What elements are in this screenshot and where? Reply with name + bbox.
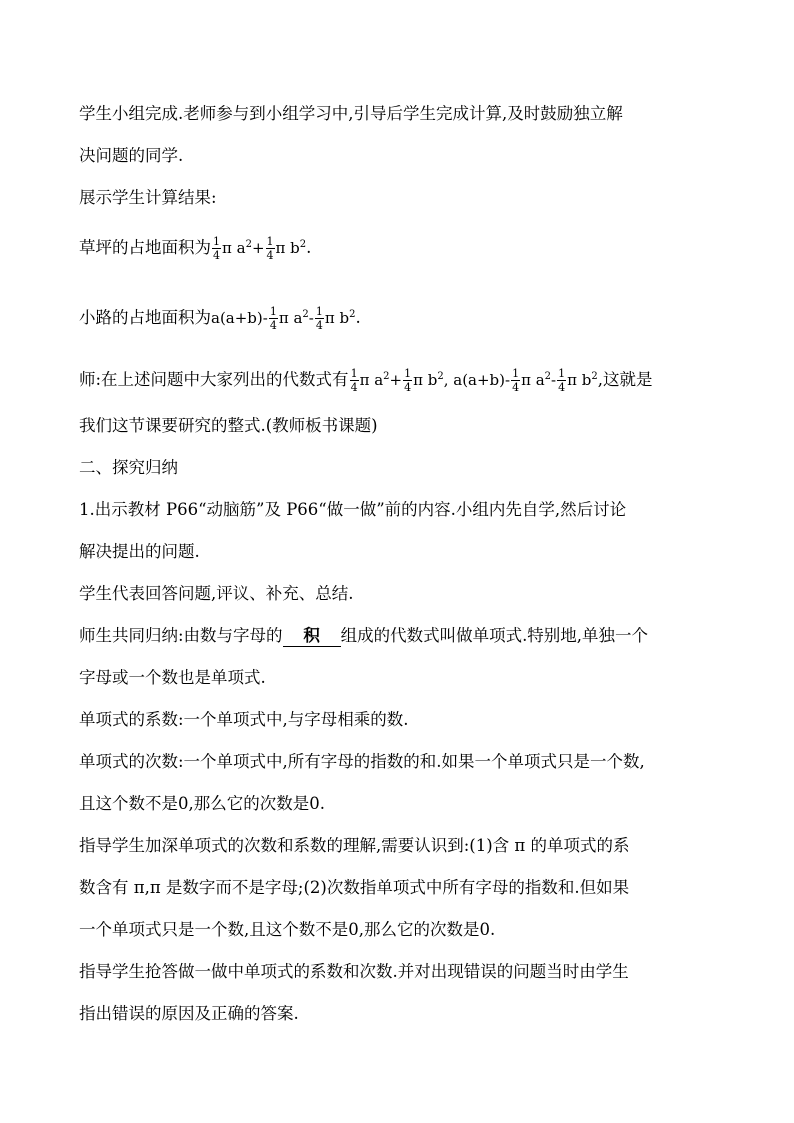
fraction-one-quarter: $\frac{1}{4}$ [512, 367, 520, 394]
definition-line: 师生共同归纳:由数与字母的 积 组成的代数式叫做单项式.特别地,单独一个 [79, 626, 649, 645]
paragraph-line: 单项式的次数:一个单项式中,所有字母的指数的和.如果一个单项式只是一个数, [79, 752, 645, 771]
paragraph-line: 字母或一个数也是单项式. [79, 668, 266, 687]
fraction-one-quarter: $\frac{1}{4}$ [213, 235, 220, 262]
fraction-one-quarter: $\frac{1}{4}$ [269, 305, 277, 332]
fraction-one-quarter: $\frac{1}{4}$ [315, 305, 323, 332]
fill-in-blank: 积 [283, 628, 341, 647]
paragraph-line: 指导学生加深单项式的次数和系数的理解,需要认识到:(1)含 π 的单项式的系 [79, 836, 630, 855]
paragraph-line: 展示学生计算结果: [79, 188, 217, 207]
paragraph-line: 决问题的同学. [79, 146, 184, 165]
paragraph-line: 指出错误的原因及正确的答案. [79, 1004, 299, 1023]
paragraph-line: 1.出示教材 P66“动脑筋”及 P66“做一做”前的内容.小组内先自学,然后讨论 [79, 500, 627, 519]
paragraph-line: 解决提出的问题. [79, 542, 200, 561]
paragraph-line: 学生代表回答问题,评议、补充、总结. [79, 584, 354, 603]
fraction-one-quarter: $\frac{1}{4}$ [350, 367, 358, 394]
fraction-one-quarter: $\frac{1}{4}$ [266, 235, 274, 262]
path-area-line: 小路的占地面积为a(a+b)- $\frac{1}{4}$ π $a^2-$ $\frac{1}{4}$ π $b^2$. [79, 305, 361, 332]
path-area-label: 小路的占地面积为 [79, 308, 211, 327]
lawn-area-line: 草坪的占地面积为 $\frac{1}{4}$ π $a^2+$ $\frac{1}{4}$ π $b^2$. [79, 235, 312, 262]
paragraph-line: 数含有 π,π 是数字而不是字母;(2)次数指单项式中所有字母的指数和.但如果 [79, 878, 630, 897]
paragraph-line: 一个单项式只是一个数,且这个数不是0,那么它的次数是0. [79, 920, 496, 939]
teacher-expressions-line: 师:在上述问题中大家列出的代数式有 $\frac{1}{4}$ π $a^2+$ $\frac{1}{4}$ π $b^2$, a(a+b)- $\frac{1}{4}$ π $a^2-$ $\frac{1}{4}$ π $b^2$,这就是 [79, 367, 653, 394]
paragraph-line: 且这个数不是0,那么它的次数是0. [79, 794, 325, 813]
lawn-area-label: 草坪的占地面积为 [79, 238, 211, 257]
paragraph-line: 我们这节课要研究的整式.(教师板书课题) [79, 416, 378, 435]
fraction-one-quarter: $\frac{1}{4}$ [404, 367, 412, 394]
paragraph-line: 指导学生抢答做一做中单项式的系数和次数.并对出现错误的问题当时由学生 [79, 962, 629, 981]
section-heading: 二、探究归纳 [79, 458, 178, 477]
fraction-one-quarter: $\frac{1}{4}$ [558, 367, 566, 394]
paragraph-line: 单项式的系数:一个单项式中,与字母相乘的数. [79, 710, 409, 729]
paragraph-line: 学生小组完成.老师参与到小组学习中,引导后学生完成计算,及时鼓励独立解 [79, 104, 623, 123]
